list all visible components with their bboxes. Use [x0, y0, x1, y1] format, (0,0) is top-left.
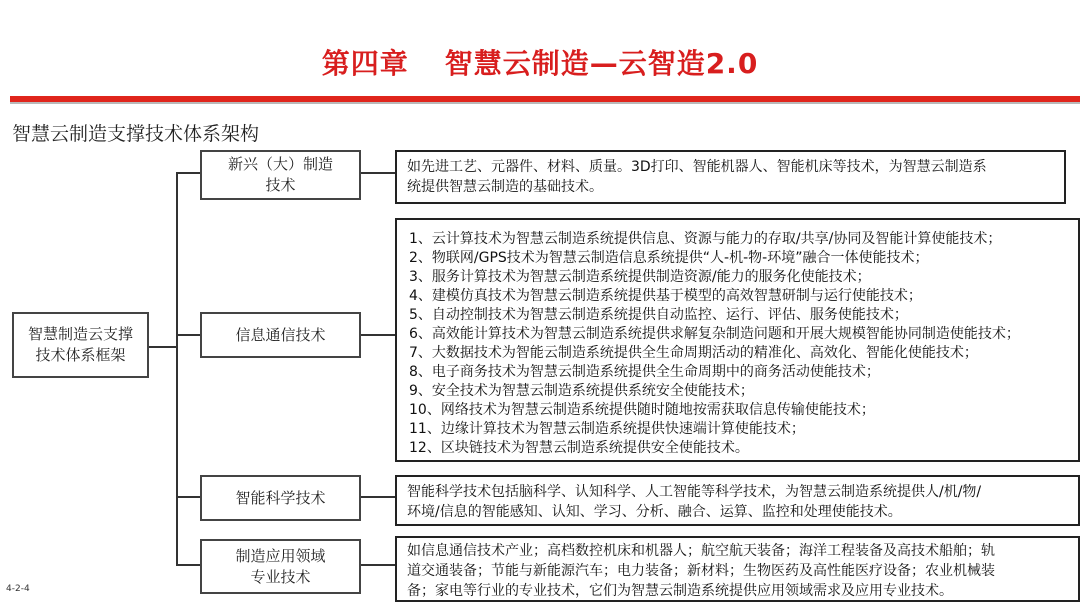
- category-label: 专业技术: [250, 567, 311, 586]
- connector-trunk: [176, 172, 178, 566]
- desc-emerging-manufacturing: [395, 150, 1066, 204]
- list-item: 11、边缘计算技术为智慧云制造系统提供快速端计算使能技术；: [409, 421, 805, 437]
- root-node: [12, 312, 149, 378]
- page-code: 4-2-4: [6, 584, 30, 594]
- section-subtitle: 智慧云制造支撑技术体系架构: [12, 123, 260, 145]
- category-label: 智能科学技术: [235, 488, 326, 507]
- desc-application-domain: [395, 536, 1080, 602]
- category-label: 信息通信技术: [235, 325, 326, 344]
- connector-desc-3: [360, 496, 395, 498]
- list-item: 4、建模仿真技术为智慧云制造系统提供基于模型的高效智慧研制与运行使能技术；: [409, 288, 922, 304]
- connector-branch-2: [176, 334, 201, 336]
- list-item: 7、大数据技术为智能云制造系统提供全生命周期活动的精准化、高效化、智能化使能技术；: [409, 345, 978, 361]
- list-item: 6、高效能计算技术为智慧云制造系统提供求解复杂制造问题和开展大规模智能协同制造使能技术；: [409, 326, 1020, 342]
- list-item: 9、安全技术为智慧云制造系统提供系统安全使能技术；: [409, 383, 754, 399]
- desc-line: 如信息通信技术产业；高档数控机床和机器人；航空航天装备；海洋工程装备及高技术船舶；轨: [407, 543, 995, 559]
- category-intelligent-science: [200, 475, 361, 521]
- ict-list: [395, 218, 1080, 462]
- chapter-label: 第四章: [321, 47, 409, 80]
- list-item: 2、物联网/GPS技术为智慧云制造信息系统提供“人-机-物-环境”融合一体使能技术；: [409, 250, 929, 266]
- category-label: 制造应用领域: [235, 546, 326, 565]
- connector-desc-4: [360, 564, 395, 566]
- list-item: 10、网络技术为智慧云制造系统提供随时随地按需获取信息传输使能技术；: [409, 402, 875, 418]
- category-emerging-manufacturing: [200, 150, 361, 200]
- category-label: 新兴（大）制造: [227, 155, 333, 173]
- connector-branch-1: [176, 172, 201, 174]
- list-item: 8、电子商务技术为智慧云制造系统提供全生命周期中的商务活动使能技术；: [409, 364, 880, 380]
- desc-intelligent-science: [395, 475, 1080, 526]
- desc-line: 智能科学技术包括脑科学、认知科学、人工智能等科学技术，为智慧云制造系统提供人/机/物/: [407, 484, 982, 500]
- category-ict: [200, 312, 361, 358]
- root-node-line1: 智慧制造云支撑: [27, 325, 133, 343]
- category-label: 技术: [265, 176, 296, 194]
- connector-root: [148, 346, 178, 348]
- connector-desc-1: [360, 172, 395, 174]
- desc-line: 环境/信息的智能感知、认知、学习、分析、融合、运算、监控和处理使能技术。: [407, 504, 902, 520]
- title-divider-shadow: [10, 102, 1080, 104]
- category-application-domain: [200, 539, 361, 594]
- list-item: 1、云计算技术为智慧云制造系统提供信息、资源与能力的存取/共享/协同及智能计算使能技术；: [409, 231, 1002, 247]
- connector-branch-4: [176, 564, 201, 566]
- connector-desc-2: [360, 334, 395, 336]
- chapter-title: 智慧云制造—云智造2.0: [444, 47, 759, 80]
- desc-line: 备；家电等行业的专业技术，它们为智慧云制造系统提供应用领域需求及应用专业技术。: [407, 583, 953, 599]
- connector-branch-3: [176, 496, 201, 498]
- desc-line: 道交通装备；节能与新能源汽车；电力装备；新材料；生物医药及高性能医疗设备；农业机械装: [407, 563, 995, 579]
- list-item: 3、服务计算技术为智慧云制造系统提供制造资源/能力的服务化使能技术；: [409, 269, 871, 285]
- root-node-line2: 技术体系框架: [35, 346, 126, 364]
- desc-line: 统提供智慧云制造的基础技术。: [407, 179, 603, 195]
- desc-line: 如先进工艺、元器件、材料、质量。3D打印、智能机器人、智能机床等技术，为智慧云制造系: [407, 159, 987, 175]
- page-title: [0, 42, 1080, 82]
- list-item: 12、区块链技术为智慧云制造系统提供安全使能技术。: [409, 440, 749, 456]
- list-item: 5、自动控制技术为智慧云制造系统提供自动监控、运行、评估、服务使能技术；: [409, 307, 908, 323]
